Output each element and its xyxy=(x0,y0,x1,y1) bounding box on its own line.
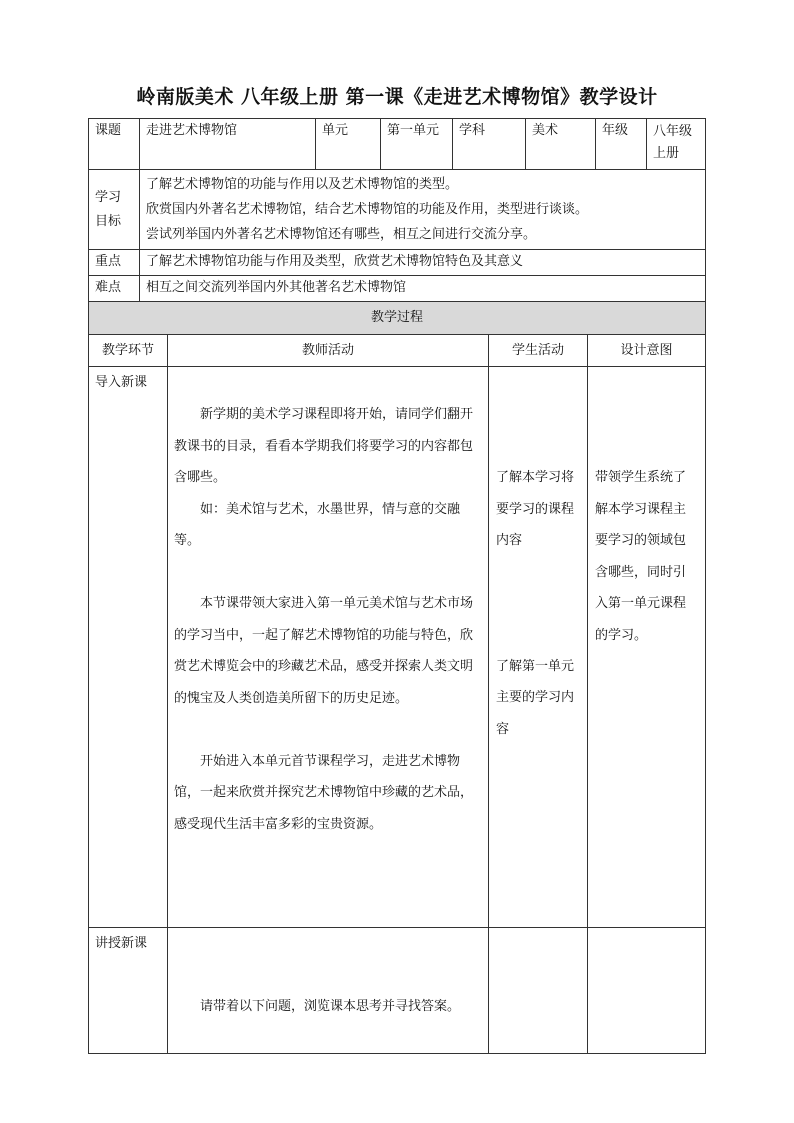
objectives-content xyxy=(139,169,706,250)
section2-student-activity xyxy=(488,927,588,1054)
section2-design-intent xyxy=(587,927,706,1054)
teacher-paragraph: 请带着以下问题，浏览课本思考并寻找答案。 xyxy=(200,999,461,1014)
section1-teacher-activity xyxy=(167,366,489,928)
objective-item: 了解艺术博物馆的功能与作用以及艺术博物馆的类型。 xyxy=(146,177,459,192)
grade-label: 年级 xyxy=(595,118,647,170)
column-header-teacher: 教师活动 xyxy=(167,334,489,367)
course-value: 走进艺术博物馆 xyxy=(139,118,316,170)
teacher-paragraph: 开始进入本单元首节课程学习，走进艺术博物馆，一起来欣赏并探究艺术博物馆中珍藏的艺术品，感受现代生活丰富多彩的宝贵资源。 xyxy=(174,753,474,832)
difficulty-text: 相互之间交流列举国内外其他著名艺术博物馆 xyxy=(139,275,706,302)
course-label: 课题 xyxy=(88,118,140,170)
grade-value: 八年级 上册 xyxy=(646,118,706,170)
subject-value: 美术 xyxy=(525,118,596,170)
section2-stage: 讲授新课 xyxy=(88,927,168,1054)
key-point-label: 重点 xyxy=(88,249,140,276)
objectives-label: 学习 目标 xyxy=(88,169,140,250)
document-title: 岭南版美术 八年级上册 第一课《走进艺术博物馆》教学设计 xyxy=(136,86,658,108)
unit-value: 第一单元 xyxy=(380,118,453,170)
section2-teacher-activity xyxy=(167,927,489,1054)
section1-stage: 导入新课 xyxy=(88,366,168,928)
teacher-paragraph: 如：美术馆与艺术，水墨世界，情与意的交融等。 xyxy=(174,501,461,548)
section1-design-intent: 带领学生系统了 解本学习课程主 要学习的领域包 含哪些，同时引 入第一单元课程 的学习。 xyxy=(587,366,706,928)
process-header: 教学过程 xyxy=(88,301,706,335)
difficulty-label: 难点 xyxy=(88,275,140,302)
column-header-stage: 教学环节 xyxy=(88,334,168,367)
teacher-paragraph: 新学期的美术学习课程即将开始，请同学们翻开教课书的目录，看看本学期我们将要学习的内容都包含哪些。 xyxy=(174,407,474,485)
key-point-text: 了解艺术博物馆功能与作用及类型，欣赏艺术博物馆特色及其意义 xyxy=(139,249,706,276)
column-header-student: 学生活动 xyxy=(488,334,588,367)
objective-item: 尝试列举国内外著名艺术博物馆还有哪些，相互之间进行交流分享。 xyxy=(146,227,537,242)
objective-item: 欣赏国内外著名艺术博物馆，结合艺术博物馆的功能及作用，类型进行谈谈。 xyxy=(146,202,589,217)
subject-label: 学科 xyxy=(452,118,526,170)
teacher-paragraph: 本节课带领大家进入第一单元美术馆与艺术市场的学习当中，一起了解艺术博物馆的功能与特色，欣赏艺术博览会中的珍藏艺术品，感受并探索人类文明的愧宝及人类创造美所留下的历史足迹。 xyxy=(174,596,474,706)
column-header-intent: 设计意图 xyxy=(587,334,706,367)
section1-student-activity: 了解本学习将 要学习的课程 内容 了解第一单元 主要的学习内 容 xyxy=(488,366,588,928)
unit-label: 单元 xyxy=(315,118,381,170)
